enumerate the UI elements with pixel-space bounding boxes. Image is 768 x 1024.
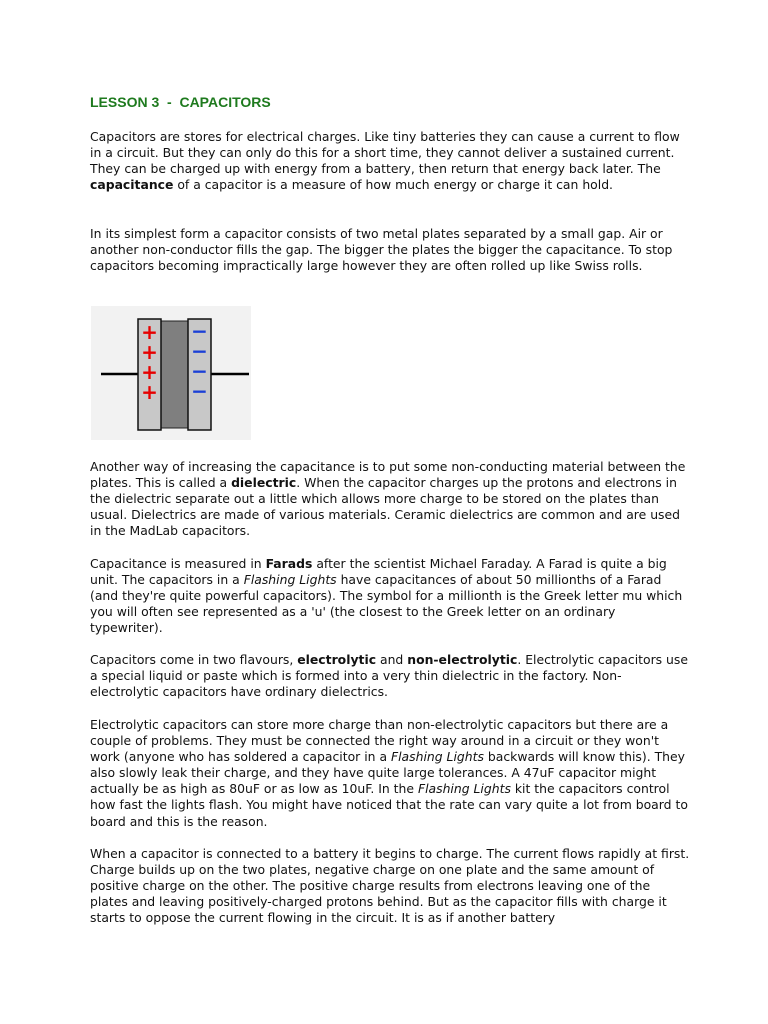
plus-sign: +: [141, 340, 158, 364]
text-run: Capacitors are stores for electrical charges. Like tiny batteries they can cause a current to flow in a circuit. But they can only do this for a short time, they cannot deliver a sustained current. They can be charged up with energy from a battery, then return that energy back later. The: [90, 129, 680, 177]
plus-sign: +: [141, 320, 158, 344]
italic-term: Flashing Lights: [417, 781, 511, 797]
bold-term: capacitance: [90, 177, 174, 193]
text-run: kit the capacitors control how fast the lights flash. You might have noticed that the rate can vary quite a lot from board to board and this is the reason.: [90, 781, 688, 829]
lesson-title: LESSON 3 - CAPACITORS: [90, 94, 271, 110]
italic-term: Flashing Lights: [243, 572, 337, 588]
text-run: backwards will know this). They also slowly leak their charge, and they have quite large tolerances. A 47uF capacitor might actually be as high as 80uF or as low as 10uF. In the: [90, 749, 685, 797]
minus-sign: −: [191, 379, 208, 403]
text-run: When a capacitor is connected to a battery it begins to charge. The current flows rapidly at first. Charge builds up on the two plates, negative charge on one plate and the same amount of positive charge on the other. The positive charge results from electrons leaving one of the plates and leaving positively-charged protons behind. But as the capacitor fills with charge it starts to oppose the current flowing in the circuit. It is as if another battery: [90, 846, 690, 926]
dielectric: [161, 321, 189, 428]
capacitor-diagram: [91, 306, 251, 440]
capacitor-diagram-svg: [91, 306, 251, 440]
paragraph-simplest-form: [90, 226, 690, 274]
text-run: Another way of increasing the capacitance is to put some non-conducting material between the plates. This is called a: [90, 459, 686, 491]
plus-sign: +: [141, 360, 158, 384]
paragraph-dielectric: [90, 459, 690, 539]
text-run: . When the capacitor charges up the protons and electrons in the dielectric separate out a little which allows more charge to be stored on the plates than usual. Dielectrics are made of various materials. Ceramic dielectrics are common and are used in the MadLab capacitors.: [90, 475, 680, 539]
bold-term: electrolytic: [297, 652, 377, 667]
text-run: Electrolytic capacitors can store more charge than non-electrolytic capacitors but there are a couple of problems. They must be connected the right way around in a circuit or they won't work (anyone who has soldered a capacitor in a: [90, 717, 669, 765]
paragraph-charging: [90, 846, 690, 926]
bold-term: Farads: [265, 556, 313, 571]
text-run: of a capacitor is a measure of how much energy or charge it can hold.: [173, 177, 613, 193]
text-run: . Electrolytic capacitors use a special liquid or paste which is formed into a very thin dielectric in the factory. Non-electrolytic capacitors have ordinary dielectrics.: [90, 652, 688, 700]
paragraph-farads: [90, 556, 690, 636]
text-run: Capacitance is measured in: [90, 556, 266, 571]
paragraph-electrolytic: [90, 717, 690, 830]
paragraph-intro: [90, 129, 690, 193]
text-run: Capacitors come in two flavours,: [90, 652, 298, 667]
bold-term: dielectric: [231, 475, 297, 491]
minus-sign: −: [191, 359, 208, 383]
paragraph-flavours: [90, 652, 690, 700]
italic-term: Flashing Lights: [390, 749, 484, 765]
minus-sign: −: [191, 339, 208, 363]
text-run: have capacitances of about 50 millionths of a Farad (and they're quite powerful capacitors). The symbol for a millionth is the Greek letter mu which you will often see represented as a 'u' (the closest to the Greek letter on an ordinary typewriter).: [90, 572, 683, 636]
text-run: In its simplest form a capacitor consists of two metal plates separated by a small gap. Air or another non-conductor fills the gap. The bigger the plates the bigger the capacitance. To stop capacitors becoming impractically large however they are often rolled up like Swiss rolls.: [90, 226, 673, 274]
minus-sign: −: [191, 319, 208, 343]
text-run: after the scientist Michael Faraday. A Farad is quite a big unit. The capacitors in a: [90, 556, 667, 588]
text-run: and: [376, 652, 408, 667]
plus-sign: +: [141, 380, 158, 404]
bold-term: non-electrolytic: [407, 652, 518, 667]
